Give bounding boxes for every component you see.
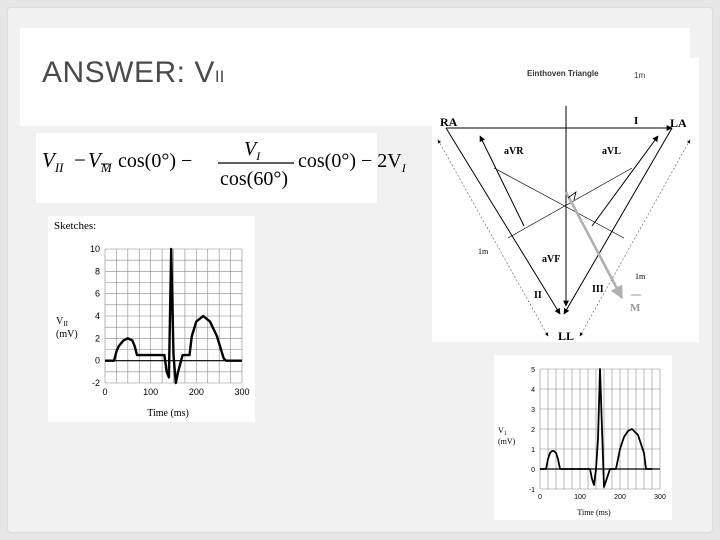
- c2-xtick-label: 0: [538, 494, 542, 501]
- label-avf: aVF: [542, 254, 561, 265]
- formula-cos-term-2: $\cos(0^\circ) - 2V_I$: [298, 150, 406, 175]
- formula-lhs: $V_{II}$: [42, 148, 64, 175]
- label-vector-m: M: [630, 302, 641, 314]
- c2-ytick-label: 5: [531, 367, 535, 374]
- c1-ytick-label: -2: [91, 378, 100, 388]
- c2-ytick-label: 3: [531, 407, 535, 414]
- side-left-dim: [438, 140, 548, 336]
- c1-ytick-label: 10: [89, 244, 100, 254]
- v1-chart-panel: [494, 355, 672, 520]
- c1-ytick-label: 2: [94, 333, 100, 344]
- vii-sketch-panel: [48, 216, 255, 422]
- label-side-left: 1m: [478, 247, 489, 256]
- vii-xlabel: Time (ms): [147, 408, 189, 419]
- formula-fraction-denominator: cos(60°): [220, 168, 288, 190]
- slide-title: [42, 56, 224, 90]
- label-lead-i: I: [634, 115, 639, 127]
- perpendicular-line-2: [494, 168, 624, 238]
- c1-xtick-label: 300: [234, 387, 250, 397]
- c2-ytick-label: 2: [531, 427, 535, 434]
- vii-ylabel: $V_{II}$: [56, 316, 68, 328]
- c2-ytick-label: 1: [531, 447, 535, 454]
- sketch-heading: Sketches:: [54, 220, 97, 232]
- c2-ytick-label: -1: [528, 487, 535, 494]
- label-lead-iii: III: [592, 284, 604, 295]
- c1-xtick-label: 200: [188, 387, 204, 397]
- c2-ytick-label: 4: [531, 387, 535, 394]
- einthoven-diagram: [432, 58, 699, 342]
- c1-xtick-label: 0: [102, 387, 108, 397]
- v1-chart: [494, 355, 672, 520]
- formula-fraction-numerator: $V_I$: [244, 138, 261, 163]
- node-ra: RA: [440, 115, 458, 129]
- v1-ylabel: $V_1$: [498, 426, 507, 437]
- c1-ytick-label: 8: [94, 266, 100, 277]
- label-avr: aVR: [504, 146, 524, 157]
- vector-m: [566, 192, 622, 298]
- label-lead-ii: II: [534, 290, 542, 301]
- formula-panel: [36, 133, 406, 203]
- vii-ylabel-unit: (mV): [56, 329, 78, 340]
- einthoven-title: Einthoven Triangle: [527, 69, 599, 78]
- node-la: LA: [670, 116, 687, 130]
- c1-ytick-label: 0: [94, 355, 100, 366]
- node-ll: LL: [558, 329, 575, 343]
- c2-xtick-label: 100: [574, 494, 586, 501]
- formula-cos-term-1: cos(0°) −: [118, 150, 193, 172]
- vii-chart: [48, 216, 255, 422]
- einthoven-panel: [432, 58, 699, 342]
- perpendicular-line-1: [508, 168, 632, 238]
- c1-ytick-label: 6: [94, 288, 100, 299]
- label-avl: aVL: [602, 146, 621, 157]
- c1-ytick-label: 4: [94, 311, 100, 321]
- c2-ytick-label: 0: [531, 467, 535, 474]
- v1-ylabel-unit: (mV): [498, 437, 516, 446]
- v1-xlabel: Time (ms): [577, 508, 611, 517]
- formula-vm: $V_M$: [88, 148, 112, 175]
- label-side-right: 1m: [635, 272, 646, 281]
- c2-xtick-label: 200: [614, 494, 626, 501]
- lead-ii-line: [446, 128, 560, 314]
- c2-xtick-label: 300: [654, 494, 666, 501]
- c1-xtick-label: 100: [143, 387, 159, 397]
- slide-title-main: ANSWER: V: [42, 56, 215, 89]
- formula-minus: −: [74, 148, 86, 172]
- einthoven-scale-label: 1m: [634, 71, 646, 80]
- slide-title-subscript: II: [214, 67, 225, 86]
